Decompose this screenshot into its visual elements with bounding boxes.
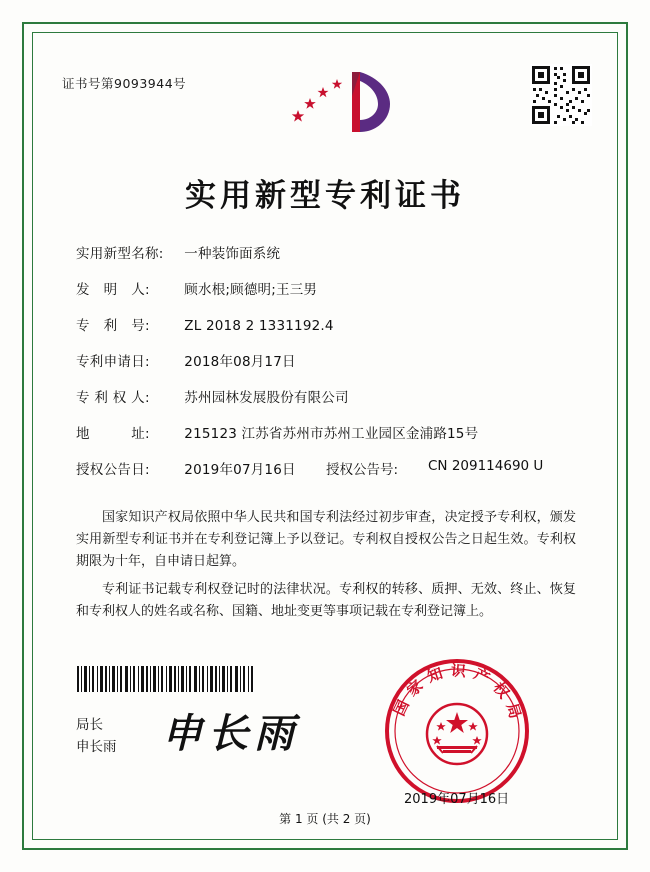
barcode — [76, 666, 254, 692]
field-row-address — [76, 422, 576, 458]
grant-date-label: 授权公告日: — [76, 462, 150, 478]
qr-code — [530, 64, 592, 126]
seal-date: 2019年07月16日 — [404, 792, 510, 807]
handwritten-signature: 申长雨 — [162, 711, 300, 756]
field-label: 专利申请日: — [76, 354, 150, 370]
legal-paragraph-2: 专利证书记载专利权登记时的法律状况。专利权的转移、质押、无效、终止、恢复和专利权人的姓名或名称、国籍、地址变更等事项记载在专利登记簿上。 — [76, 582, 576, 619]
field-row-patent-number — [76, 314, 576, 350]
field-row-inventor — [76, 278, 576, 314]
certificate-number: 证书号第9093944号 — [62, 76, 187, 91]
field-value: ZL 2018 2 1331192.4 — [184, 318, 334, 334]
field-row-utility-model-name — [76, 242, 576, 278]
cnipa-logo-icon — [290, 62, 395, 140]
page-indicator: 第 1 页 (共 2 页) — [279, 812, 371, 826]
grant-number-label: 授权公告号: — [326, 462, 399, 478]
certificate-title: 实用新型专利证书 — [185, 178, 465, 214]
legal-paragraph-1: 国家知识产权局依照中华人民共和国专利法经过初步审查，决定授予专利权，颁发实用新型专利证书并在专利登记簿上予以登记。专利权自授权公告之日起生效。专利权期限为十年，自申请日起算。 — [76, 510, 576, 569]
field-value: 一种装饰面系统 — [184, 246, 281, 262]
field-row-application-date — [76, 350, 576, 386]
certificate-content — [52, 52, 598, 826]
director-name-label: 申长雨 — [76, 739, 117, 755]
field-label: 专 利 号: — [76, 318, 150, 334]
field-label: 实用新型名称: — [76, 246, 164, 262]
field-value: 苏州园林发展股份有限公司 — [184, 390, 349, 406]
signature-block — [76, 714, 117, 758]
svg-text:国家知识产权局: 国家知识产权局 — [390, 661, 527, 728]
field-label: 地 址: — [76, 426, 150, 442]
field-value: 顾水根;顾德明;王三男 — [184, 282, 318, 298]
grant-date-value: 2019年07月16日 — [184, 462, 296, 478]
official-seal — [382, 656, 532, 806]
field-value: 215123 江苏省苏州市苏州工业园区金浦路15号 — [184, 426, 479, 442]
legal-text — [76, 507, 576, 629]
field-value: 2018年08月17日 — [184, 354, 296, 370]
field-label: 专 利 权 人: — [76, 390, 150, 406]
field-list — [76, 242, 576, 494]
field-row-patentee — [76, 386, 576, 422]
field-label: 发 明 人: — [76, 282, 150, 298]
field-row-grant-announcement — [76, 458, 576, 494]
grant-number-value: CN 209114690 U — [428, 458, 544, 474]
director-title-label: 局长 — [76, 717, 103, 733]
